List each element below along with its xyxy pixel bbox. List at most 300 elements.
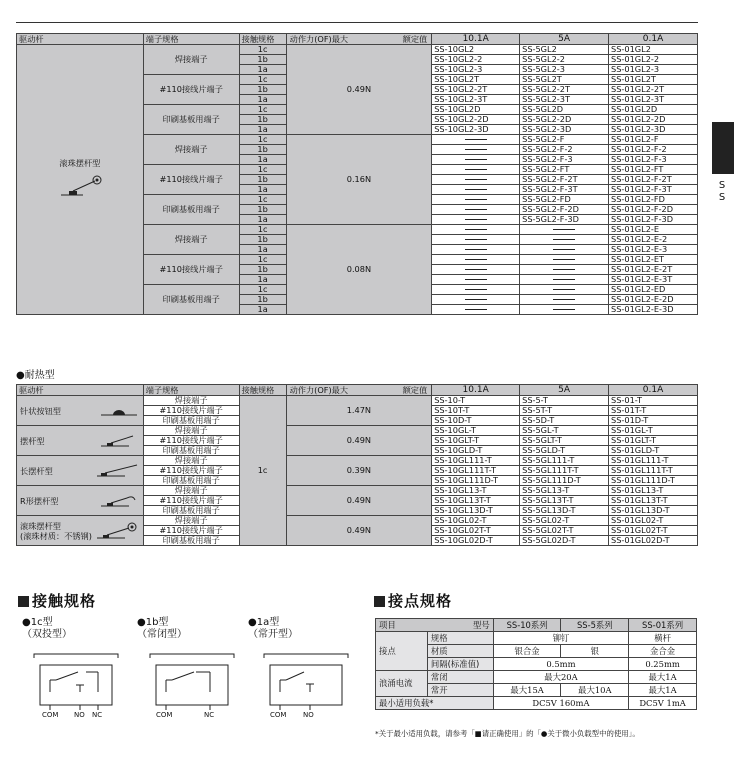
not-available-dash <box>465 289 487 290</box>
model-cell <box>520 225 609 235</box>
contact-cell: 1a <box>239 95 286 105</box>
model-cell: SS-01GL2-E-3 <box>609 245 698 255</box>
schematic-1a <box>260 650 352 722</box>
contact-cell: 1a <box>239 245 286 255</box>
model-cell: SS-5GL111T-T <box>520 466 609 476</box>
model-cell: SS-10GL2T <box>432 75 520 85</box>
lever-text <box>20 520 92 541</box>
model-cell: SS-10GL2 <box>432 45 520 55</box>
model-cell <box>432 245 520 255</box>
model-cell: SS-10GL2-2 <box>432 55 520 65</box>
not-available-dash <box>465 249 487 250</box>
contact-cell: 1c <box>239 75 286 85</box>
model-cell: SS-01GL2-F <box>609 135 698 145</box>
model-cell: SS-10GL02D-T <box>432 536 520 546</box>
model-cell: SS-01GL2-2T <box>609 85 698 95</box>
terminal-cell: 印刷基板用端子 <box>143 195 239 225</box>
switch-1b-icon <box>146 650 238 710</box>
model-cell: SS-5GL2-F-2 <box>520 145 609 155</box>
model-cell: SS-10GL2-2D <box>432 115 520 125</box>
terminal-cell: #110接线片端子 <box>143 466 239 476</box>
not-available-dash <box>465 189 487 190</box>
com-label: COM <box>42 711 59 719</box>
contact-cell: 1c <box>239 45 286 55</box>
model-cell <box>432 305 520 315</box>
lever-cell <box>17 45 144 315</box>
model-cell: SS-01GL2-F-2 <box>609 145 698 155</box>
model-cell: SS-10GL13T-T <box>432 496 520 506</box>
model-cell: SS-01GL2-2 <box>609 55 698 65</box>
model-cell: SS-5GL2 <box>520 45 609 55</box>
model-cell <box>520 295 609 305</box>
terminal-cell: 焊接端子 <box>143 456 239 466</box>
model-cell: SS-01GL2-3D <box>609 125 698 135</box>
model-cell: SS-01GL2-E-2D <box>609 295 698 305</box>
force-cell: 0.49N <box>286 516 432 546</box>
model-cell <box>432 255 520 265</box>
cp-minload-v10-5: DC5V 160mA <box>493 697 628 710</box>
lever-text <box>20 435 45 445</box>
model-cell: SS-01GLT-T <box>609 436 698 446</box>
contact-cell: 1a <box>239 65 286 75</box>
force-cell: 0.49N <box>286 45 432 135</box>
model-cell: SS-5GL111-T <box>520 456 609 466</box>
model-cell: SS-5GL2D <box>520 105 609 115</box>
not-available-dash <box>553 309 575 310</box>
contact-cell: 1a <box>239 305 286 315</box>
cp-gap-label: 间隔(标准值) <box>427 658 493 671</box>
cp-no-v10: 最大15A <box>493 684 561 697</box>
contact-cell: 1b <box>239 85 286 95</box>
roller-lever-icon <box>95 522 139 540</box>
terminal-cell: 印刷基板用端子 <box>143 476 239 486</box>
model-cell: SS-10GL2D <box>432 105 520 115</box>
contact-cell: 1b <box>239 265 286 275</box>
cp-nc-v10-5: 最大20A <box>493 671 628 684</box>
model-cell: SS-5GL111D-T <box>520 476 609 486</box>
contact-cell: 1c <box>239 255 286 265</box>
schematic-1c <box>30 650 122 722</box>
model-cell: SS-01GL2-E-3T <box>609 275 698 285</box>
col-contact: 接触规格 <box>239 385 286 396</box>
not-available-dash <box>465 229 487 230</box>
col-lever: 驱动杆 <box>17 34 144 45</box>
contact-spec-title-text: 接触规格 <box>32 592 97 610</box>
col-01a: 0.1A <box>609 34 698 45</box>
model-cell: SS-01GL2-3 <box>609 65 698 75</box>
model-cell <box>520 245 609 255</box>
square-bullet-icon <box>18 596 29 607</box>
lever-sublabel: (滚珠材质：不锈钢) <box>20 530 92 541</box>
model-cell: SS-5GL02T-T <box>520 526 609 536</box>
type-1a-sub: （常开型） <box>248 629 298 640</box>
model-cell <box>432 225 520 235</box>
cp-gap-v10-5: 0.5mm <box>493 658 628 671</box>
not-available-dash <box>465 179 487 180</box>
col-rated: 额定值 <box>402 385 428 395</box>
model-cell: SS-01D-T <box>609 416 698 426</box>
model-cell: SS-5GL2-F-2T <box>520 175 609 185</box>
contact-cell: 1a <box>239 155 286 165</box>
model-cell: SS-01GL2-F-3 <box>609 155 698 165</box>
lever-cell <box>17 486 144 516</box>
table-header <box>17 385 698 396</box>
cp-row <box>376 671 697 684</box>
model-cell: SS-10-T <box>432 396 520 406</box>
cp-material-v5: 银 <box>561 645 629 658</box>
lever-label: 针状按钮型 <box>20 405 61 416</box>
not-available-dash <box>465 159 487 160</box>
not-available-dash <box>465 209 487 210</box>
cp-row <box>376 697 697 710</box>
terminal-cell: 焊接端子 <box>143 45 239 75</box>
not-available-dash <box>553 279 575 280</box>
contact-cell: 1b <box>239 295 286 305</box>
table-row <box>17 456 698 466</box>
table-row <box>17 45 698 55</box>
model-cell: SS-01GL2-F-2T <box>609 175 698 185</box>
model-cell: SS-5GL2-FT <box>520 165 609 175</box>
model-cell: SS-01GL2-F-2D <box>609 205 698 215</box>
col-5a: 5A <box>520 385 609 396</box>
force-cell: 0.49N <box>286 486 432 516</box>
contact-cell: 1c <box>239 285 286 295</box>
cp-gap-v01: 0.25mm <box>629 658 697 671</box>
terminal-cell: 印刷基板用端子 <box>143 416 239 426</box>
switch-1c-icon <box>30 650 122 710</box>
terminal-cell: 焊接端子 <box>143 225 239 255</box>
cp-material-label: 材质 <box>427 645 493 658</box>
model-cell: SS-10GL111D-T <box>432 476 520 486</box>
contact-spec-title <box>18 590 96 611</box>
model-cell: SS-5GLD-T <box>520 446 609 456</box>
model-cell: SS-10GL111T-T <box>432 466 520 476</box>
cp-material-v01: 金合金 <box>629 645 697 658</box>
model-cell <box>520 305 609 315</box>
model-cell: SS-01GL2-E-2 <box>609 235 698 245</box>
model-cell: SS-01GL02T-T <box>609 526 698 536</box>
force-cell: 0.16N <box>286 135 432 225</box>
not-available-dash <box>465 279 487 280</box>
force-cell: 0.08N <box>286 225 432 315</box>
model-cell: SS-01GL2-FD <box>609 195 698 205</box>
switch-1a-icon <box>260 650 352 710</box>
model-cell: SS-5GL13T-T <box>520 496 609 506</box>
cp-no-v01: 最大1A <box>629 684 697 697</box>
terminal-cell: #110接线片端子 <box>143 496 239 506</box>
model-cell: SS-5GL2-2T <box>520 85 609 95</box>
model-cell <box>520 255 609 265</box>
model-cell: SS-10D-T <box>432 416 520 426</box>
contact-point-table <box>375 618 697 710</box>
not-available-dash <box>465 149 487 150</box>
col-force: 动作力(OF)最大 <box>289 33 349 44</box>
model-cell: SS-5GL2-F <box>520 135 609 145</box>
model-cell: SS-01GL02D-T <box>609 536 698 546</box>
no-label: NO <box>74 711 85 719</box>
model-cell <box>432 265 520 275</box>
lever-label: 滚珠摆杆型 <box>59 157 101 168</box>
col-lever: 驱动杆 <box>17 385 144 396</box>
model-cell <box>520 265 609 275</box>
terminal-cell: 焊接端子 <box>143 516 239 526</box>
cp-spec-v10-5: 铆钉 <box>493 632 628 645</box>
lever-cell <box>17 396 144 426</box>
not-available-dash <box>465 139 487 140</box>
lever-label: R形摆杆型 <box>20 495 59 506</box>
model-cell <box>432 215 520 225</box>
roller-lever-icon <box>19 173 141 200</box>
contact-cell: 1b <box>239 115 286 125</box>
model-cell: SS-5T-T <box>520 406 609 416</box>
not-available-dash <box>553 249 575 250</box>
contact-cell: 1c <box>239 105 286 115</box>
contact-cell: 1c <box>239 165 286 175</box>
model-cell: SS-5GL02D-T <box>520 536 609 546</box>
type-1b-name: ●1b型 <box>137 617 169 628</box>
model-cell: SS-10T-T <box>432 406 520 416</box>
cp-s01: SS-01系列 <box>629 619 697 632</box>
model-cell: SS-5GL13-T <box>520 486 609 496</box>
model-cell: SS-5GL2-F-2D <box>520 205 609 215</box>
col-rated: 额定值 <box>402 34 428 44</box>
terminal-cell: 焊接端子 <box>143 135 239 165</box>
contact-cell: 1b <box>239 145 286 155</box>
model-cell: SS-01GL2-E-2T <box>609 265 698 275</box>
model-cell <box>432 175 520 185</box>
contact-point-title-text: 接点规格 <box>388 592 453 610</box>
contact-cell: 1a <box>239 125 286 135</box>
cp-item-model <box>376 619 494 632</box>
terminal-cell: 印刷基板用端子 <box>143 285 239 315</box>
force-cell: 0.39N <box>286 456 432 486</box>
col-terminal: 端子规格 <box>143 34 239 45</box>
lever-label: 滚珠摆杆型 <box>20 520 61 531</box>
table-row <box>17 426 698 436</box>
r-lever-icon <box>99 494 139 508</box>
hinge-lever-icon <box>99 434 139 448</box>
not-available-dash <box>465 219 487 220</box>
model-cell: SS-5GL2-F-3T <box>520 185 609 195</box>
type-1b-sub: （常闭型） <box>137 629 187 640</box>
top-rule <box>16 22 698 23</box>
model-cell: SS-10GL13-T <box>432 486 520 496</box>
model-cell <box>432 205 520 215</box>
lever-cell <box>17 456 144 486</box>
model-cell <box>520 275 609 285</box>
model-cell: SS-01GL13-T <box>609 486 698 496</box>
section-tab[interactable] <box>712 122 734 174</box>
col-01a: 0.1A <box>609 385 698 396</box>
lever-cell <box>17 516 144 546</box>
terminal-cell: 印刷基板用端子 <box>143 506 239 516</box>
col-force-rated <box>286 34 432 45</box>
model-cell: SS-10GL13D-T <box>432 506 520 516</box>
cp-s10: SS-10系列 <box>493 619 561 632</box>
not-available-dash <box>553 269 575 270</box>
lever-text <box>20 405 61 415</box>
cp-item: 项目 <box>379 619 396 630</box>
no-label: NO <box>303 711 314 719</box>
contact-cell: 1b <box>239 175 286 185</box>
model-cell <box>432 235 520 245</box>
model-cell: SS-01GL2-ED <box>609 285 698 295</box>
col-10a: 10.1A <box>432 385 520 396</box>
type-1a-name: ●1a型 <box>248 617 280 628</box>
terminal-cell: #110接线片端子 <box>143 75 239 105</box>
long-lever-icon <box>95 464 139 478</box>
type-1c-sub: （双投型） <box>22 629 72 640</box>
contact-cell: 1a <box>239 275 286 285</box>
model-cell: SS-01GL2-F-3D <box>609 215 698 225</box>
lever-label: 摆杆型 <box>20 435 45 446</box>
not-available-dash <box>553 289 575 290</box>
model-cell: SS-5-T <box>520 396 609 406</box>
model-cell <box>432 155 520 165</box>
cp-header-row <box>376 619 697 632</box>
model-cell: SS-01GL2-3T <box>609 95 698 105</box>
model-cell: SS-01GL2-E <box>609 225 698 235</box>
model-cell: SS-01GL02-T <box>609 516 698 526</box>
model-cell: SS-10GL02T-T <box>432 526 520 536</box>
not-available-dash <box>553 229 575 230</box>
roller-lever-table <box>16 33 698 315</box>
model-cell: SS-01GL13D-T <box>609 506 698 516</box>
model-cell: SS-5GL2-FD <box>520 195 609 205</box>
model-cell <box>432 185 520 195</box>
terminal-cell: 印刷基板用端子 <box>143 536 239 546</box>
cp-spec-label: 规格 <box>427 632 493 645</box>
model-cell <box>432 285 520 295</box>
contact-cell: 1b <box>239 235 286 245</box>
not-available-dash <box>465 169 487 170</box>
not-available-dash <box>553 259 575 260</box>
terminal-cell: 印刷基板用端子 <box>143 105 239 135</box>
com-label: COM <box>270 711 287 719</box>
terminal-cell: #110接线片端子 <box>143 406 239 416</box>
terminal-cell: #110接线片端子 <box>143 255 239 285</box>
model-cell: SS-5GL2-3D <box>520 125 609 135</box>
model-cell: SS-01GLD-T <box>609 446 698 456</box>
heat-resistant-label: ●耐热型 <box>16 370 55 381</box>
model-cell: SS-10GL2-2T <box>432 85 520 95</box>
model-cell: SS-01GL111-T <box>609 456 698 466</box>
contact-cell: 1c <box>239 396 286 546</box>
cp-minload-label: 最小适用负载* <box>376 697 494 710</box>
type-1c-name: ●1c型 <box>22 617 53 628</box>
model-cell: SS-5GL2T <box>520 75 609 85</box>
cp-s5: SS-5系列 <box>561 619 629 632</box>
model-cell: SS-01GL111T-T <box>609 466 698 476</box>
model-cell <box>432 165 520 175</box>
cp-nc-v01: 最大1A <box>629 671 697 684</box>
model-cell: SS-5GL2-3T <box>520 95 609 105</box>
col-terminal: 端子规格 <box>143 385 239 396</box>
model-cell: SS-10GL2-3T <box>432 95 520 105</box>
nc-label: NC <box>92 711 103 719</box>
model-cell: SS-01GL111D-T <box>609 476 698 486</box>
model-cell: SS-01T-T <box>609 406 698 416</box>
schematic-1b <box>146 650 238 722</box>
not-available-dash <box>465 239 487 240</box>
model-cell <box>520 285 609 295</box>
model-cell: SS-5GL2-2D <box>520 115 609 125</box>
terminal-cell: 印刷基板用端子 <box>143 446 239 456</box>
not-available-dash <box>553 299 575 300</box>
model-cell: SS-01GL-T <box>609 426 698 436</box>
type-1c-label <box>22 617 72 641</box>
model-cell: SS-10GLD-T <box>432 446 520 456</box>
model-cell: SS-10GL111-T <box>432 456 520 466</box>
lever-cell <box>17 426 144 456</box>
model-cell: SS-01GL2-FT <box>609 165 698 175</box>
force-cell: 1.47N <box>286 396 432 426</box>
terminal-cell: #110接线片端子 <box>143 165 239 195</box>
not-available-dash <box>465 199 487 200</box>
model-cell: SS-5GL-T <box>520 426 609 436</box>
footnote: *关于最小适用负载，请参考「■请正确使用」的「●关于微小负载型中的使用」。 <box>375 729 640 738</box>
force-cell: 0.49N <box>286 426 432 456</box>
cp-inrush-label: 浪涌电流 <box>376 671 428 697</box>
model-cell: SS-01GL2-F-3T <box>609 185 698 195</box>
not-available-dash <box>465 259 487 260</box>
terminal-cell: #110接线片端子 <box>143 526 239 536</box>
heat-resistant-table <box>16 384 698 546</box>
model-cell: SS-01-T <box>609 396 698 406</box>
col-contact: 接触规格 <box>239 34 286 45</box>
cp-material-v10: 银合金 <box>493 645 561 658</box>
contact-cell: 1c <box>239 195 286 205</box>
col-10a: 10.1A <box>432 34 520 45</box>
contact-point-title <box>374 590 452 611</box>
model-cell: SS-01GL2-ET <box>609 255 698 265</box>
model-cell: SS-10GL2-3 <box>432 65 520 75</box>
type-1a-label <box>248 617 298 641</box>
model-cell: SS-5GL13D-T <box>520 506 609 516</box>
table-row <box>17 486 698 496</box>
not-available-dash <box>465 269 487 270</box>
nc-label: NC <box>204 711 215 719</box>
model-cell <box>432 275 520 285</box>
model-cell: SS-5GL02-T <box>520 516 609 526</box>
model-cell <box>432 295 520 305</box>
section-tab-label: S S <box>718 180 726 203</box>
contact-cell: 1b <box>239 55 286 65</box>
model-cell <box>432 145 520 155</box>
model-cell: SS-01GL13T-T <box>609 496 698 506</box>
model-cell <box>520 235 609 245</box>
col-force: 动作力(OF)最大 <box>289 384 349 395</box>
com-label: COM <box>156 711 173 719</box>
cp-spec-v01: 横杆 <box>629 632 697 645</box>
model-cell: SS-5GLT-T <box>520 436 609 446</box>
not-available-dash <box>465 309 487 310</box>
terminal-cell: 焊接端子 <box>143 426 239 436</box>
model-cell: SS-01GL2-2D <box>609 115 698 125</box>
model-cell: SS-5D-T <box>520 416 609 426</box>
table-row <box>17 516 698 526</box>
not-available-dash <box>553 239 575 240</box>
model-cell: SS-5GL2-F-3 <box>520 155 609 165</box>
contact-cell: 1b <box>239 205 286 215</box>
cp-row <box>376 632 697 645</box>
terminal-cell: #110接线片端子 <box>143 436 239 446</box>
table-header <box>17 34 698 45</box>
model-cell: SS-01GL2-E-3D <box>609 305 698 315</box>
terminal-cell: 焊接端子 <box>143 396 239 406</box>
model-cell <box>432 135 520 145</box>
cp-minload-v01: DC5V 1mA <box>629 697 697 710</box>
